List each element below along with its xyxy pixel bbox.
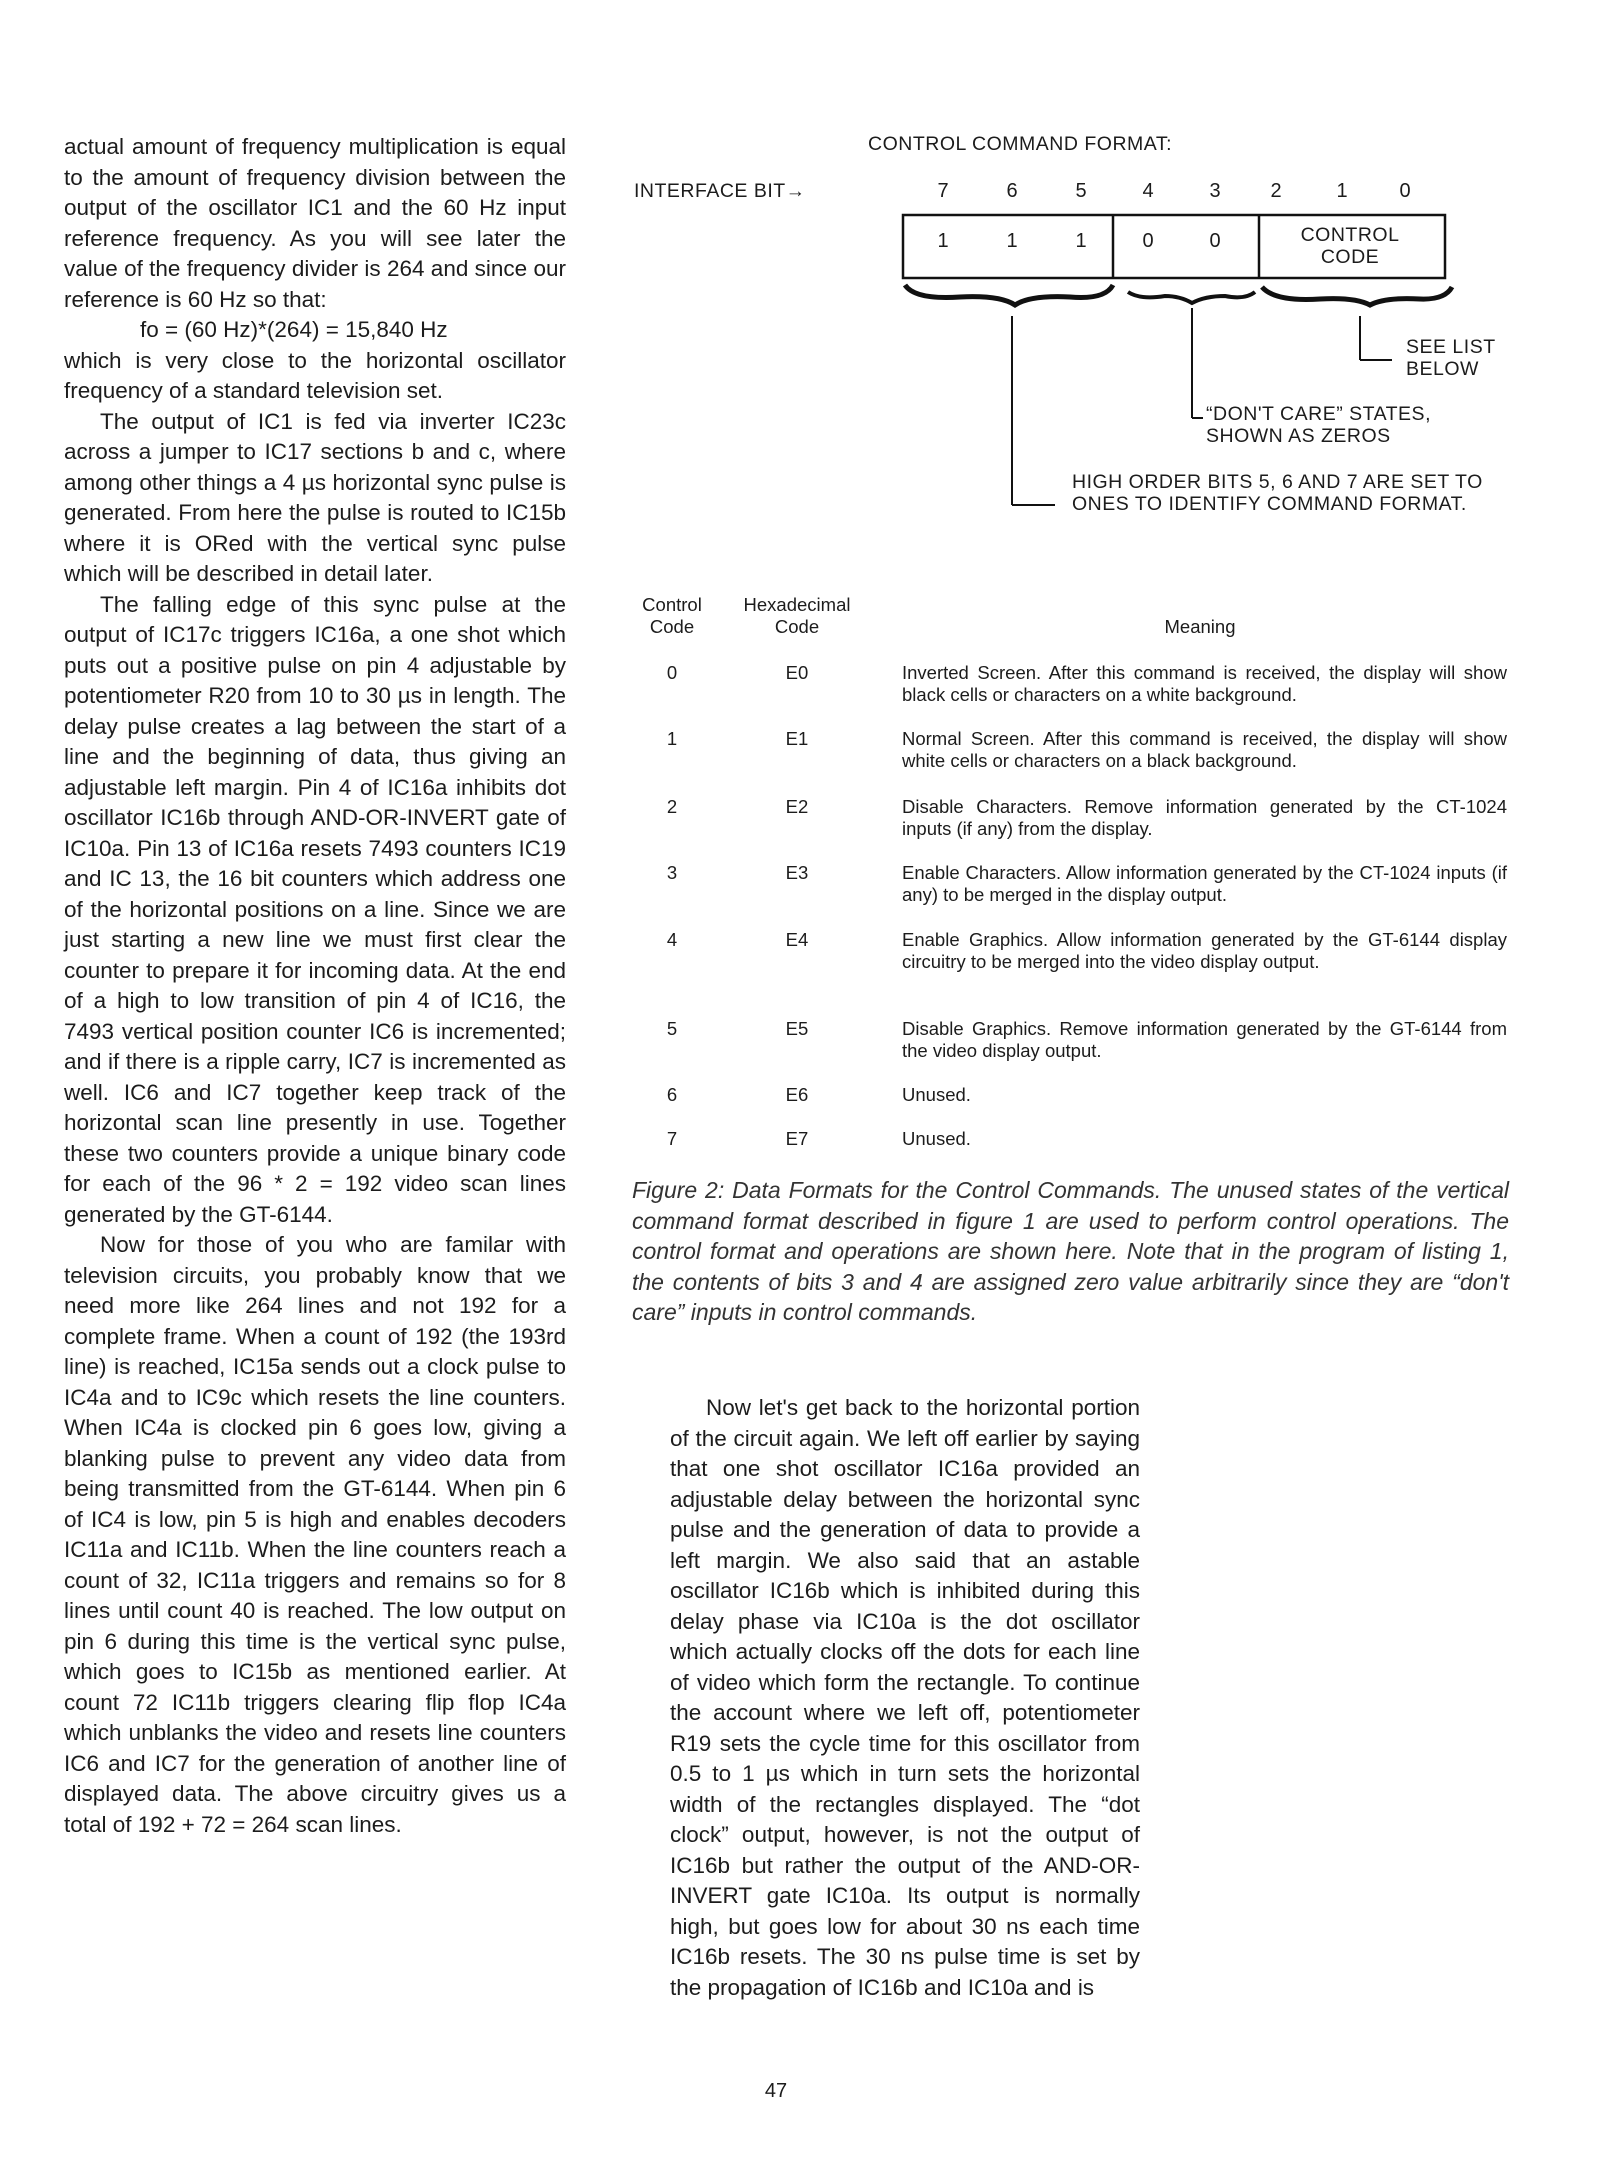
diagram-title: CONTROL COMMAND FORMAT: bbox=[868, 133, 1172, 155]
high-order-note: HIGH ORDER BITS 5, 6 AND 7 ARE SET TO ONES TO IDENTIFY COMMAND FORMAT. bbox=[1072, 471, 1483, 515]
bit-number: 1 bbox=[1336, 180, 1348, 202]
interface-bit-label: INTERFACE BIT→ bbox=[634, 180, 806, 202]
bit-number: 2 bbox=[1270, 180, 1282, 202]
control-code-label: CONTROL CODE bbox=[1300, 224, 1400, 268]
hex-code-cell: E3 bbox=[785, 862, 809, 883]
meaning-cell: Unused. bbox=[902, 1128, 971, 1149]
equation: fo = (60 Hz)*(264) = 15,840 Hz bbox=[140, 317, 448, 342]
hex-code-cell: E1 bbox=[785, 728, 809, 749]
figure-caption: Figure 2: Data Formats for the Control Commands. The unused states of the vertical command format described in figure 1 are used to perform control operations. The control format and operations are shown here. Note that in the program of listing 1, the contents of bits 3 and 4 are assigned zero value arbitrarily since they are “don't care” inputs in control commands. bbox=[632, 1177, 1509, 1325]
bit-number: 4 bbox=[1142, 180, 1154, 202]
hex-code-cell: E5 bbox=[785, 1018, 809, 1039]
brace-icon bbox=[905, 285, 1113, 305]
hex-code-cell: E4 bbox=[785, 929, 809, 950]
control-code-cell: 5 bbox=[666, 1018, 678, 1039]
meaning-cell: Disable Graphics. Remove information generated by the GT-6144 from the video display output. bbox=[902, 1018, 1507, 1061]
brace-icon bbox=[1128, 292, 1255, 303]
bit-number: 3 bbox=[1209, 180, 1221, 202]
control-code-cell: 0 bbox=[666, 662, 678, 683]
meaning-cell: Normal Screen. After this command is received, the display will show white cells or characters on a black background. bbox=[902, 728, 1507, 771]
bit-value: 0 bbox=[1142, 230, 1154, 252]
paragraph: The output of IC1 is fed via inverter IC23c across a jumper to IC17 sections b and c, where among other things a 4 µs horizontal sync pulse is generated. From here the pulse is routed to IC15b where it is ORed with the vertical sync pulse which will be described in detail later. bbox=[64, 408, 566, 586]
right-text-column bbox=[670, 1393, 1140, 2003]
control-code-cell: 2 bbox=[666, 796, 678, 817]
bit-number: 5 bbox=[1075, 180, 1087, 202]
header-hex-code: Hexadecimal Code bbox=[743, 594, 851, 637]
bit-value: 0 bbox=[1209, 230, 1221, 252]
paragraph: Now for those of you who are familar with television circuits, you probably know that we need more like 264 lines and not 192 for a complete frame. When a count of 192 (the 193rd line) is reached, IC15a sends out a clock pulse to IC4a and to IC9c which resets the line counters. When IC4a is clocked pin 6 goes low, giving a blanking pulse to prevent any video data from being transmitted from the GT-6144. When pin 6 of IC4 is low, pin 5 is high and enables decoders IC11a and IC11b. When the line counters reach a count of 32, IC11a triggers and remains so for 8 lines until count 40 is reached. The low output on pin 6 during this time is the vertical sync pulse, which goes to IC15b as mentioned earlier. At count 72 IC11b triggers clearing flip flop IC4a which unblanks the video and resets line counters IC6 and IC7 for the generation of another line of displayed data. The above circuitry gives us a total of 192 + 72 = 264 scan lines. bbox=[64, 1232, 566, 1837]
see-list-note: SEE LIST BELOW bbox=[1406, 336, 1496, 380]
hex-code-cell: E6 bbox=[785, 1084, 809, 1105]
meaning-cell: Disable Characters. Remove information generated by the CT-1024 inputs (if any) from the display. bbox=[902, 796, 1507, 839]
header-control-code: Control Code bbox=[642, 594, 702, 637]
hex-code-cell: E2 bbox=[785, 796, 809, 817]
brace-icon bbox=[1262, 287, 1452, 305]
control-code-cell: 6 bbox=[666, 1084, 678, 1105]
bit-number: 6 bbox=[1006, 180, 1018, 202]
bit-number: 0 bbox=[1399, 180, 1411, 202]
meaning-cell: Enable Characters. Allow information generated by the CT-1024 inputs (if any) to be merged in the display output. bbox=[902, 862, 1507, 905]
bit-value: 1 bbox=[1006, 230, 1018, 252]
page-number: 47 bbox=[764, 2080, 788, 2102]
control-code-cell: 3 bbox=[666, 862, 678, 883]
dont-care-note: “DON'T CARE” STATES, SHOWN AS ZEROS bbox=[1206, 403, 1431, 447]
control-code-cell: 1 bbox=[666, 728, 678, 749]
paragraph: actual amount of frequency multiplication is equal to the amount of frequency division between the output of the oscillator IC1 and the 60 Hz input reference frequency. As you will see later the value of the frequency divider is 264 and since our reference is 60 Hz so that: bbox=[64, 134, 566, 312]
bit-number: 7 bbox=[937, 180, 949, 202]
meaning-cell: Inverted Screen. After this command is received, the display will show black cells or characters on a white background. bbox=[902, 662, 1507, 705]
header-meaning: Meaning bbox=[1164, 616, 1236, 637]
hex-code-cell: E7 bbox=[785, 1128, 809, 1149]
bit-value: 1 bbox=[1075, 230, 1087, 252]
meaning-cell: Unused. bbox=[902, 1084, 971, 1105]
bit-value: 1 bbox=[937, 230, 949, 252]
paragraph: which is very close to the horizontal oscillator frequency of a standard television set. bbox=[64, 347, 566, 403]
hex-code-cell: E0 bbox=[785, 662, 809, 683]
paragraph: The falling edge of this sync pulse at the output of IC17c triggers IC16a, a one shot which puts out a positive pulse on pin 4 adjustable by potentiometer R20 from 10 to 30 µs in length. The delay pulse creates a lag between the start of a line and the beginning of data, thus giving an adjustable left margin. Pin 4 of IC16a inhibits dot oscillator IC16b through AND-OR-INVERT gate of IC10a. Pin 13 of IC16a resets 7493 counters IC19 and IC 13, the 16 bit counters which address one of the horizontal positions on a line. Since we are just starting a new line we must first clear the counter to prepare it for incoming data. At the end of a high to low transition of pin 4 of IC16, the 7493 vertical position counter IC6 is incremented; and if there is a ripple carry, IC7 is incremented as well. IC6 and IC7 together keep track of the horizontal scan line presently in use. Together these two counters provide a unique binary code for each of the 96 * 2 = 192 video scan lines generated by the GT-6144. bbox=[64, 591, 566, 1227]
control-code-cell: 4 bbox=[666, 929, 678, 950]
meaning-cell: Enable Graphics. Allow information generated by the GT-6144 display circuitry to be merged into the video display output. bbox=[902, 929, 1507, 972]
control-code-cell: 7 bbox=[666, 1128, 678, 1149]
paragraph: Now let's get back to the horizontal portion of the circuit again. We left off earlier by saying that one shot oscillator IC16a provided an adjustable delay between the horizontal sync pulse and the generation of data to provide a left margin. We also said that an astable oscillator IC16b which is inhibited during this delay phase via IC10a is the dot oscillator which actually clocks off the dots for each line of video which form the rectangle. To continue the account where we left off, potentiometer R19 sets the cycle time for this oscillator from 0.5 to 1 µs which in turn sets the horizontal width of the rectangles displayed. The “dot clock” output, however, is not the output of IC16b but rather the output of the AND-OR-INVERT gate IC10a. Its output is normally high, but goes low for about 30 ns each time IC16b resets. The 30 ns pulse time is set by the propagation of IC16b and IC10a and is bbox=[670, 1395, 1140, 2000]
